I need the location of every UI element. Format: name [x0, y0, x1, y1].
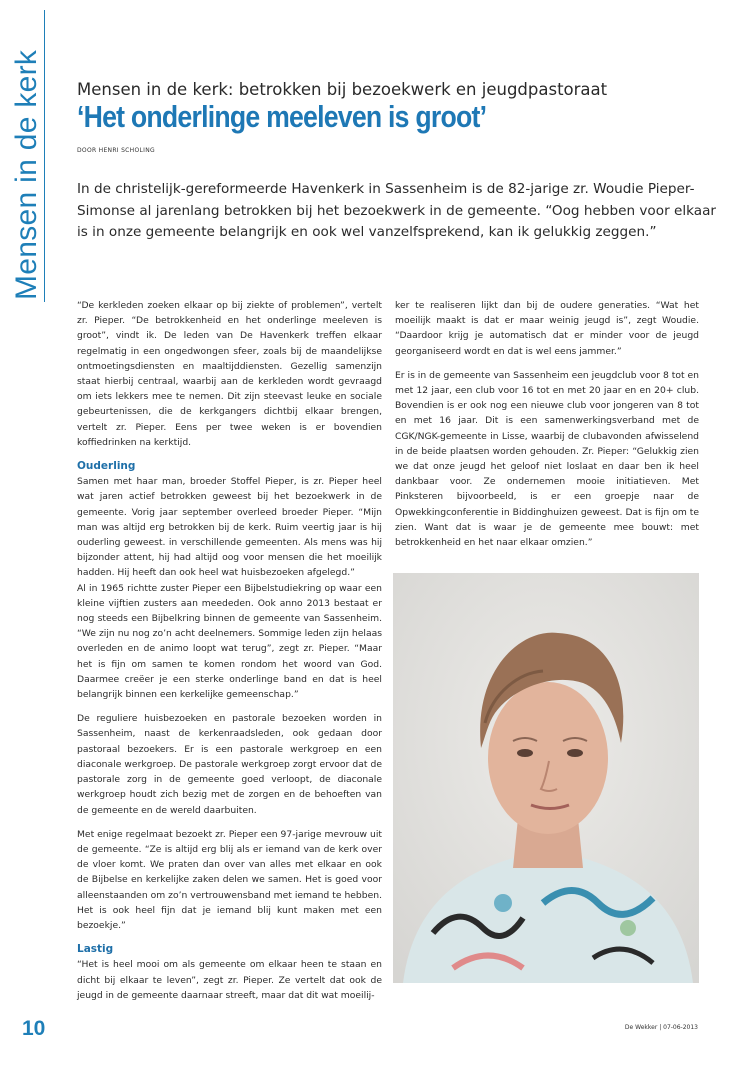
- page-number: 10: [22, 1017, 46, 1040]
- article-kicker: Mensen in de kerk: betrokken bij bezoekwerk en jeugdpastoraat: [77, 80, 608, 99]
- article-headline: ‘Het onderlinge meeleven is groot’: [77, 99, 487, 134]
- subheading-lastig: Lastig: [77, 943, 114, 956]
- section-title: Mensen in de kerk: [10, 49, 43, 300]
- paragraph: Er is in de gemeente van Sassenheim een jeugdclub voor 8 tot en met 12 jaar, een club voor 16 tot en met 20 jaar en en 20+ club. Bovendien is er ook nog een nieuwe club voor jongeren van 8 tot en met 16 jaar. Dit is een samenwerkingsverband met de CGK/NGK-gemeente in Lisse, waarbij de clubavonden afwisselend in de beide plaatsen worden gehouden. Zr. Pieper: “Gelukkig zien we dat onze jeugd het geloof niet loslaat en daar ben ik heel dankbaar voor. Ze ondernemen mooie initiatieven. Met Pinksteren bijvoorbeeld, is er een groepje naar de Opwekkingconferentie in Biddinghuizen geweest. Dat is fijn om te zien. Want dat is waar je de gemeente mee bouwt: met betrokkenheid en het naar elkaar omzien.”: [395, 369, 699, 549]
- paragraph: Samen met haar man, broeder Stoffel Pieper, is zr. Pieper heel wat jaren actief betrokken geweest bij het bezoekwerk in de gemeente. Vorig jaar september overleed broeder Pieper. “Mijn man was altijd erg betrokken bij de kerk. Ruim veertig jaar is hij ouderling geweest. in verschillende gemeenten. Als mens was hij bijzonder attent, hij had altijd oog voor mensen die het moeilijk hadden. Hij heeft dan ook heel wat huisbezoeken afgelegd.”: [77, 476, 382, 579]
- portrait-photo: [393, 573, 699, 983]
- article-column-left: [77, 298, 382, 1003]
- paragraph: “Het is heel mooi om als gemeente om elkaar heen te staan en dicht bij elkaar te leven”, zegt zr. Pieper. Ze vertelt dat ook de jeugd in de gemeente daarnaar streeft, maar dat dit wat moeilij-: [77, 959, 382, 1001]
- paragraph: Met enige regelmaat bezoekt zr. Pieper een 97-jarige mevrouw uit de gemeente. “Ze is altijd erg blij als er iemand van de kerk over de vloer komt. We praten dan over van alles met elkaar en ook de Bijbelse en kerkelijke zaken delen we samen. Het is goed voor alleenstaanden om zo’n vertrouwensband met iemand te hebben. Het is ook heel fijn dat je iemand blij kunt maken met een bezoekje.”: [77, 828, 382, 931]
- paragraph: De reguliere huisbezoeken en pastorale bezoeken worden in Sassenheim, naast de kerkenraadsleden, ook gedaan door pastoraal bezoekers. Er is een pastorale werkgroep en een diaconale werkgroep. De pastorale werkgroep zorgt ervoor dat de pastorale zorg in de gemeente goed verloopt, de diaconale werkgroep houdt zich bezig met de zorgen en de behoeften van de gemeente en de wereld daarbuiten.: [77, 713, 382, 816]
- portrait-illustration: [393, 573, 699, 983]
- article-intro: In de christelijk-gereformeerde Havenkerk in Sassenheim is de 82-jarige zr. Woudie Pieper-Simonse al jarenlang betrokken bij het bezoekwerk in de gemeente. “Oog hebben voor elkaar is in onze gemeente belangrijk en ook wel vanzelfsprekend, kan ik gelukkig zeggen.”: [77, 181, 716, 240]
- article-column-right: [395, 298, 699, 559]
- subheading-ouderling: Ouderling: [77, 460, 136, 473]
- section-divider: [44, 10, 45, 302]
- paragraph: “De kerkleden zoeken elkaar op bij ziekte of problemen”, vertelt zr. Pieper. “De betrokkenheid en het onderlinge meeleven is groot”, vindt ik. De leden van De Havenkerk treffen elkaar regelmatig in een ongedwongen sfeer, zoals bij de maandelijkse ontmoetingsdiensten en maaltijddiensten. Gezellig samenzijn staat hierbij centraal, waarbij aan de kerkleden wordt gevraagd om iets lekkers mee te nemen. Dit zijn steevast leuke en sociale gebeurtenissen, die de kerkgangers dichtbij elkaar brengen, vertelt zr. Pieper. Eens per twee weken is er bovendien koffiedrinken na kerktijd.: [77, 300, 382, 448]
- article-byline: DOOR HENRI SCHOLING: [77, 147, 155, 154]
- paragraph: Al in 1965 richtte zuster Pieper een Bijbelstudiekring op waar een kleine vijftien zusters aan meededen. Ook anno 2013 bestaat er nog steeds een Bijbelkring binnen de gemeente van Sassenheim. “We zijn nu nog zo’n acht deelnemers. Sommige leden zijn helaas overleden en de animo loopt wat terug”, zegt zr. Pieper. “Maar het is fijn om samen te komen rondom het woord van God. Daarmee creëer je een sterke onderlinge band en dat is heel belangrijk binnen een kerkelijke gemeenschap.”: [77, 582, 382, 701]
- paragraph: ker te realiseren lijkt dan bij de oudere generaties. “Wat het moeilijk maakt is dat er maar weinig jeugd is”, zegt Woudie. “Daardoor krijg je automatisch dat er minder voor de jeugd georganiseerd wordt en dat is wel eens jammer.”: [395, 300, 699, 357]
- publication-footer: De Wekker | 07-06-2013: [624, 1024, 698, 1031]
